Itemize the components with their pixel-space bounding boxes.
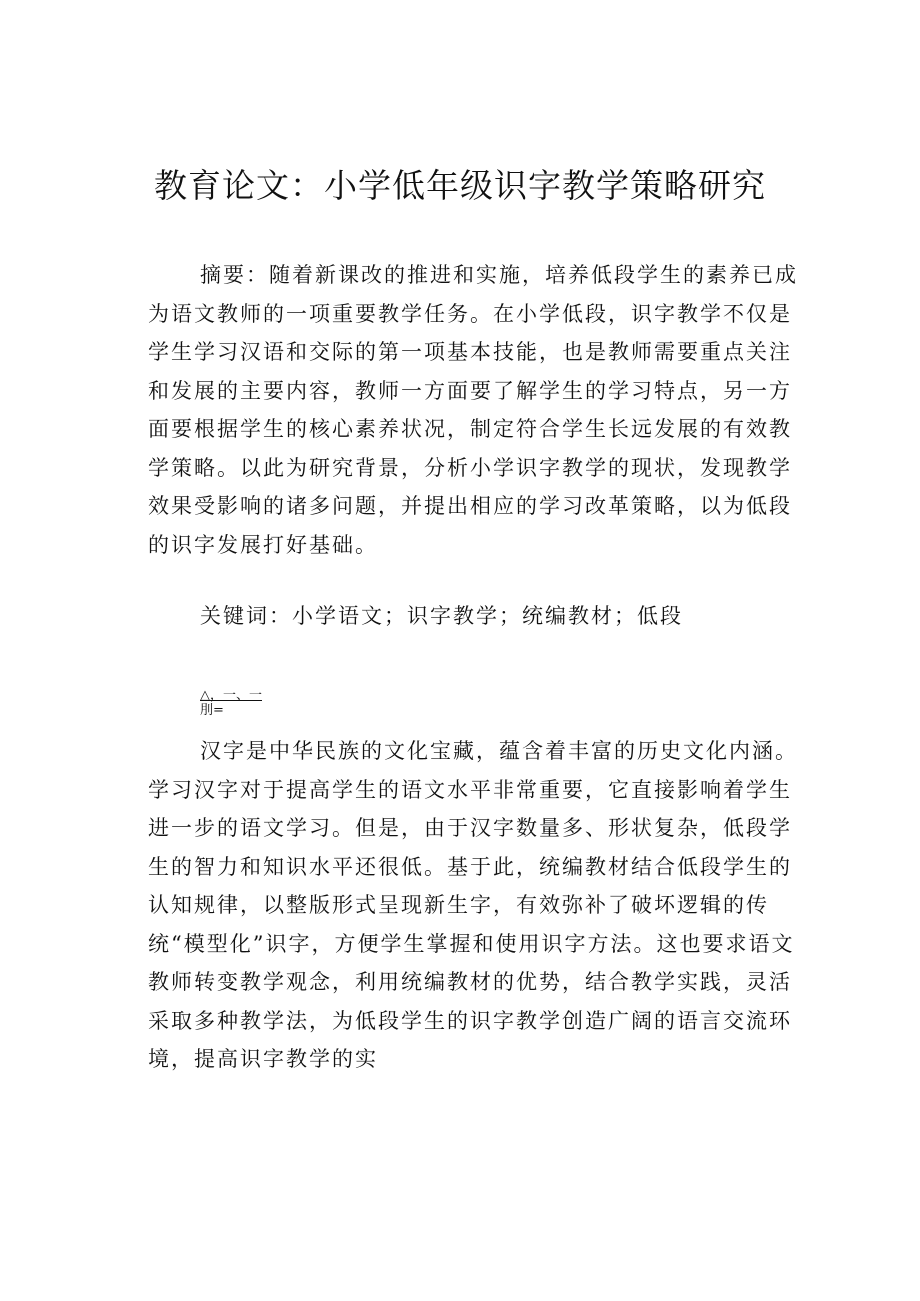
page-title: 教育论文：小学低年级识字教学策略研究	[154, 166, 766, 205]
section-heading-line2: 刖=	[200, 703, 224, 718]
body-paragraph: 汉字是中华民族的文化宝藏，蕴含着丰富的历史文化内涵。学习汉字对于提高学生的语文水平非常重要，它直接影响着学生进一步的语文学习。但是，由于汉字数量多、形状复杂，低段学生的智力和知识水平还很低。基于此，统编教材结合低段学生的认知规律，以整版形式呈现新生字，有效弥补了破坏逻辑的传统“模型化”识字，方便学生掌握和使用识字方法。这也要求语文教师转变教学观念，利用统编教材的优势，结合教学实践，灵活采取多种教学法，为低段学生的识字教学创造广阔的语言交流环境，提高识字教学的实	[148, 739, 798, 1071]
section-heading-line1: △，一、一	[200, 688, 262, 703]
abstract-paragraph: 摘要：随着新课改的推进和实施，培养低段学生的素养已成为语文教师的一项重要教学任务。在小学低段，识字教学不仅是学生学习汉语和交际的第一项基本技能，也是教师需要重点关注和发展的主要内容，教师一方面要了解学生的学习特点，另一方面要根据学生的核心素养状况，制定符合学生长远发展的有效教学策略。以此为研究背景，分析小学识字教学的现状，发现教学效果受影响的诸多问题，并提出相应的学习改革策略，以为低段的识字发展打好基础。	[148, 263, 798, 557]
keywords-line: 关键词：小学语文；识字教学；统编教材；低段	[200, 604, 683, 628]
section-heading	[200, 688, 262, 718]
